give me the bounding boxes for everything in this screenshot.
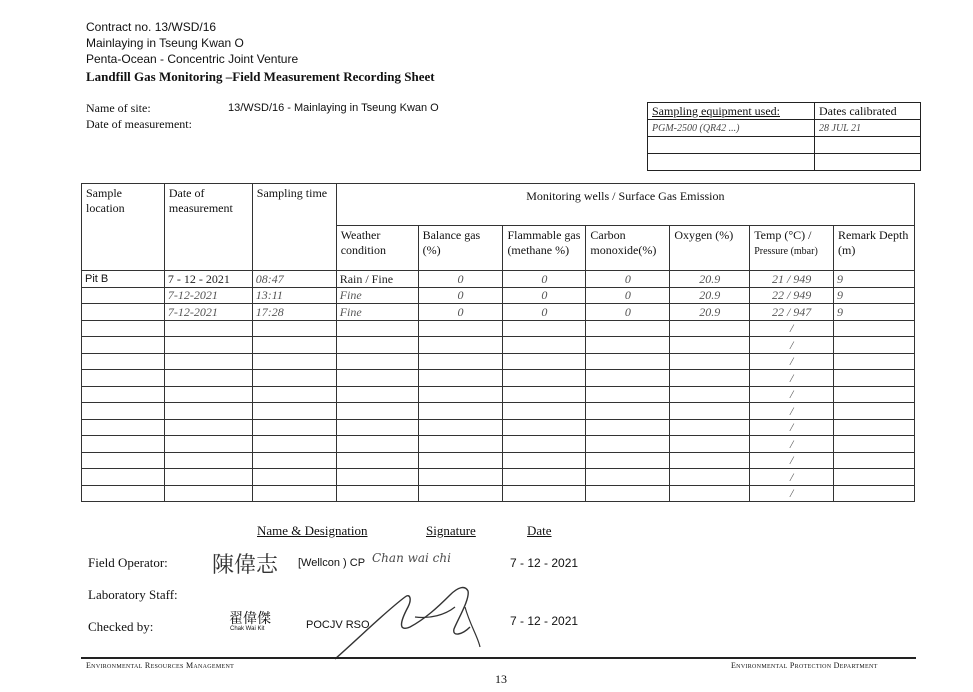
cell-remark	[834, 419, 915, 436]
cell-balance: 0	[418, 304, 503, 321]
cell-weather	[336, 386, 418, 403]
measurement-date-label: Date of measurement:	[86, 117, 192, 131]
cell-temp: /	[750, 485, 834, 502]
cell-co: 0	[586, 271, 670, 288]
cell-oxygen: 20.9	[670, 271, 750, 288]
cell-date	[164, 386, 252, 403]
cell-flammable	[503, 320, 586, 337]
laboratory-staff-label: Laboratory Staff:	[88, 587, 178, 602]
table-row	[82, 320, 915, 337]
table-row	[82, 304, 915, 321]
cell-location	[82, 353, 165, 370]
cell-balance	[418, 386, 503, 403]
name-designation-header: Name & Designation	[257, 523, 368, 538]
cell-balance	[418, 320, 503, 337]
field-operator-signature: Chan wai chi	[372, 551, 451, 565]
table-row	[82, 469, 915, 486]
checker-date: 7 - 12 - 2021	[510, 614, 579, 628]
cell-weather	[336, 469, 418, 486]
cell-oxygen	[670, 485, 750, 502]
header-time: Sampling time	[252, 184, 336, 271]
cell-remark: 9	[834, 271, 915, 288]
cell-time	[252, 370, 336, 387]
checker-name-en: Chak Wai Kit	[230, 626, 265, 632]
cell-date	[164, 436, 252, 453]
cell-flammable	[503, 485, 586, 502]
measurement-rows	[82, 271, 915, 502]
cell-oxygen	[670, 469, 750, 486]
cell-oxygen	[670, 337, 750, 354]
contractor-name: Penta-Ocean - Concentric Joint Venture	[86, 52, 299, 66]
cell-remark	[834, 337, 915, 354]
cell-temp: 22 / 949	[750, 287, 834, 304]
cell-date	[164, 419, 252, 436]
cell-flammable	[503, 370, 586, 387]
cell-remark	[834, 436, 915, 453]
cell-oxygen	[670, 436, 750, 453]
cell-weather	[336, 485, 418, 502]
header-monitoring-group: Monitoring wells / Surface Gas Emission	[336, 184, 914, 226]
header-balance-gas: Balance gas (%)	[418, 226, 503, 271]
cell-remark	[834, 370, 915, 387]
cell-time	[252, 419, 336, 436]
cell-flammable	[503, 469, 586, 486]
table-row	[82, 271, 915, 288]
project-name: Mainlaying in Tseung Kwan O	[86, 36, 244, 50]
cell-flammable	[503, 386, 586, 403]
table-row	[82, 419, 915, 436]
cell-date	[164, 452, 252, 469]
header-carbon-monoxide: Carbon monoxide(%)	[586, 226, 670, 271]
cell-co	[586, 403, 670, 420]
equipment-blank-cell	[648, 137, 815, 154]
cell-co: 0	[586, 304, 670, 321]
equipment-value: PGM-2500 (QR42 ...)	[648, 120, 815, 137]
cell-location	[82, 436, 165, 453]
cell-date	[164, 353, 252, 370]
table-row	[82, 337, 915, 354]
cell-co	[586, 320, 670, 337]
field-operator-role: [Wellcon ) CP	[298, 557, 366, 569]
signature-header: Signature	[426, 523, 476, 538]
table-row	[82, 485, 915, 502]
header-remark: Remark Depth (m)	[834, 226, 915, 271]
field-operator-date: 7 - 12 - 2021	[510, 556, 579, 570]
table-row	[82, 386, 915, 403]
header-date: Date of measurement	[164, 184, 252, 271]
cell-time	[252, 403, 336, 420]
header-temp-pressure: Temp (°C) / Pressure (mbar)	[750, 226, 834, 271]
checked-by-label: Checked by:	[88, 619, 154, 634]
cell-weather	[336, 452, 418, 469]
cell-remark	[834, 386, 915, 403]
cell-date	[164, 337, 252, 354]
cell-balance: 0	[418, 271, 503, 288]
table-row	[82, 370, 915, 387]
cell-flammable: 0	[503, 287, 586, 304]
site-name-label: Name of site:	[86, 101, 151, 115]
cell-oxygen	[670, 403, 750, 420]
header-weather: Weather condition	[336, 226, 418, 271]
cell-co	[586, 419, 670, 436]
cell-co	[586, 370, 670, 387]
cell-location	[82, 370, 165, 387]
cell-location	[82, 287, 165, 304]
cell-time	[252, 320, 336, 337]
cell-flammable	[503, 436, 586, 453]
cell-temp: /	[750, 386, 834, 403]
checker-role: POCJV RSO	[306, 619, 370, 631]
cell-temp: /	[750, 419, 834, 436]
cell-flammable	[503, 419, 586, 436]
cell-oxygen	[670, 370, 750, 387]
cell-oxygen	[670, 386, 750, 403]
cell-co	[586, 469, 670, 486]
cell-remark: 9	[834, 287, 915, 304]
cell-co	[586, 386, 670, 403]
calibrated-value: 28 JUL 21	[815, 120, 921, 137]
field-operator-name: 陳偉志	[212, 553, 279, 578]
cell-time	[252, 353, 336, 370]
cell-temp: /	[750, 353, 834, 370]
cell-date: 7-12-2021	[164, 304, 252, 321]
cell-balance	[418, 353, 503, 370]
cell-oxygen	[670, 452, 750, 469]
cell-flammable	[503, 452, 586, 469]
cell-temp: /	[750, 452, 834, 469]
cell-remark	[834, 320, 915, 337]
checker-name-cn: 翟偉傑	[229, 611, 271, 627]
cell-oxygen	[670, 320, 750, 337]
table-row	[82, 403, 915, 420]
cell-time	[252, 452, 336, 469]
cell-remark	[834, 403, 915, 420]
equipment-header: Sampling equipment used:	[648, 103, 815, 120]
cell-co	[586, 485, 670, 502]
site-name-value: 13/WSD/16 - Mainlaying in Tseung Kwan O	[228, 102, 439, 114]
cell-oxygen: 20.9	[670, 287, 750, 304]
contract-number: Contract no. 13/WSD/16	[86, 20, 217, 34]
cell-date	[164, 469, 252, 486]
cell-temp: /	[750, 337, 834, 354]
cell-balance	[418, 452, 503, 469]
page-number: 13	[495, 672, 507, 686]
cell-location	[82, 403, 165, 420]
cell-remark: 9	[834, 304, 915, 321]
cell-location	[82, 419, 165, 436]
cell-temp: 22 / 947	[750, 304, 834, 321]
cell-weather: Fine	[336, 304, 418, 321]
cell-weather: Rain / Fine	[336, 271, 418, 288]
cell-weather	[336, 337, 418, 354]
cell-balance: 0	[418, 287, 503, 304]
cell-time	[252, 485, 336, 502]
cell-balance	[418, 485, 503, 502]
cell-oxygen	[670, 353, 750, 370]
cell-location	[82, 469, 165, 486]
cell-weather	[336, 419, 418, 436]
cell-co	[586, 337, 670, 354]
cell-time	[252, 436, 336, 453]
header-oxygen: Oxygen (%)	[670, 226, 750, 271]
cell-temp: /	[750, 436, 834, 453]
cell-balance	[418, 337, 503, 354]
cell-flammable	[503, 337, 586, 354]
cell-date	[164, 370, 252, 387]
cell-balance	[418, 403, 503, 420]
cell-date: 7 - 12 - 2021	[164, 271, 252, 288]
cell-flammable	[503, 353, 586, 370]
footer-left: Environmental Resources Management	[86, 661, 235, 670]
footer-right: Environmental Protection Department	[731, 661, 878, 670]
header-sample-location: Sample location	[82, 184, 165, 271]
header-flammable-gas: Flammable gas (methane %)	[503, 226, 586, 271]
cell-flammable	[503, 403, 586, 420]
cell-time: 13:11	[252, 287, 336, 304]
cell-co	[586, 436, 670, 453]
cell-co	[586, 353, 670, 370]
cell-remark	[834, 452, 915, 469]
table-row	[82, 436, 915, 453]
field-operator-label: Field Operator:	[88, 555, 168, 570]
cell-remark	[834, 485, 915, 502]
cell-weather	[336, 370, 418, 387]
calibrated-blank-cell	[815, 154, 921, 171]
cell-remark	[834, 353, 915, 370]
equipment-table	[647, 102, 921, 171]
cell-weather	[336, 353, 418, 370]
cell-time	[252, 469, 336, 486]
cell-date	[164, 485, 252, 502]
equipment-blank-cell	[648, 154, 815, 171]
cell-flammable: 0	[503, 271, 586, 288]
cell-balance	[418, 469, 503, 486]
cell-flammable: 0	[503, 304, 586, 321]
cell-time	[252, 337, 336, 354]
cell-temp: 21 / 949	[750, 271, 834, 288]
checker-signature-icon	[330, 577, 500, 662]
cell-time: 08:47	[252, 271, 336, 288]
cell-weather	[336, 436, 418, 453]
cell-date	[164, 320, 252, 337]
footer-rule	[81, 657, 916, 659]
cell-co: 0	[586, 287, 670, 304]
cell-balance	[418, 419, 503, 436]
cell-location	[82, 320, 165, 337]
cell-time	[252, 386, 336, 403]
table-row	[82, 353, 915, 370]
cell-location	[82, 304, 165, 321]
cell-location	[82, 337, 165, 354]
cell-temp: /	[750, 320, 834, 337]
table-row	[82, 287, 915, 304]
cell-location	[82, 452, 165, 469]
cell-time: 17:28	[252, 304, 336, 321]
calibrated-header: Dates calibrated	[815, 103, 921, 120]
cell-date	[164, 403, 252, 420]
cell-remark	[834, 469, 915, 486]
cell-oxygen: 20.9	[670, 304, 750, 321]
cell-temp: /	[750, 370, 834, 387]
calibrated-blank-cell	[815, 137, 921, 154]
cell-weather	[336, 320, 418, 337]
cell-weather: Fine	[336, 287, 418, 304]
date-header: Date	[527, 523, 552, 538]
table-row	[82, 452, 915, 469]
measurement-table	[81, 183, 915, 502]
cell-temp: /	[750, 469, 834, 486]
cell-location	[82, 386, 165, 403]
sheet-title: Landfill Gas Monitoring –Field Measurement Recording Sheet	[86, 69, 435, 84]
cell-co	[586, 452, 670, 469]
cell-weather	[336, 403, 418, 420]
cell-temp: /	[750, 403, 834, 420]
cell-location	[82, 485, 165, 502]
cell-location: Pit B	[82, 271, 165, 288]
cell-date: 7-12-2021	[164, 287, 252, 304]
cell-oxygen	[670, 419, 750, 436]
cell-balance	[418, 370, 503, 387]
cell-balance	[418, 436, 503, 453]
